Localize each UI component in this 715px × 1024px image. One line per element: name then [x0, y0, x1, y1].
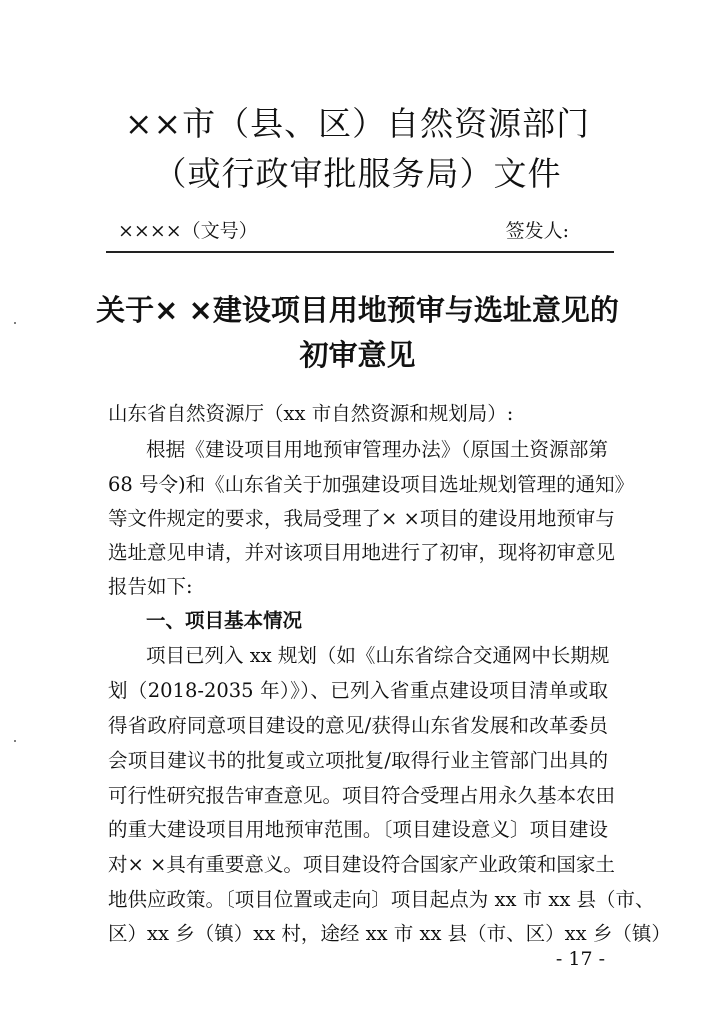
- body-line: 会项目建议书的批复或立项批复/取得行业主管部门出具的: [108, 749, 608, 772]
- body-line: 地供应政策。〔项目位置或走向〕项目起点为 xx 市 xx 县（市、: [108, 888, 655, 911]
- body-line: 可行性研究报告审查意见。项目符合受理占用永久基本农田: [108, 784, 616, 807]
- body-line: 报告如下:: [108, 575, 193, 598]
- signer-label: 签发人:: [505, 220, 569, 242]
- body-line: 项目已列入 xx 规划（如《山东省综合交通网中长期规: [146, 644, 610, 667]
- scan-speck: [14, 322, 16, 324]
- body-line: 划（2018-2035 年）》）、已列入省重点建设项目清单或取: [108, 679, 608, 702]
- document-title-line-1: 关于× ×建设项目用地预审与选址意见的: [96, 293, 619, 327]
- issuer-header-line-2: （或行政审批服务局）文件: [153, 154, 562, 193]
- addressee: 山东省自然资源厅（xx 市自然资源和规划局）:: [108, 402, 514, 425]
- body-line: 得省政府同意项目建设的意见/获得山东省发展和改革委员: [108, 714, 608, 737]
- section-heading: 一、项目基本情况: [146, 609, 303, 632]
- header-divider: [106, 251, 614, 253]
- body-line: 对× ×具有重要意义。项目建设符合国家产业政策和国家土: [108, 853, 615, 876]
- document-title-line-2: 初审意见: [299, 338, 416, 372]
- issuer-header-line-1: ××市（县、区）自然资源部门: [124, 104, 591, 143]
- body-line: 根据《建设项目用地预审管理办法》（原国土资源部第: [146, 438, 608, 461]
- document-number: ××××（文号）: [118, 220, 258, 242]
- body-line: 等文件规定的要求，我局受理了× ×项目的建设用地预审与: [108, 507, 615, 530]
- body-line: 选址意见申请，并对该项目用地进行了初审，现将初审意见: [108, 541, 616, 564]
- body-line: 68 号令)和《山东省关于加强建设项目选址规划管理的通知》: [108, 473, 635, 496]
- body-line: 的重大建设项目用地预审范围。〔项目建设意义〕项目建设: [108, 818, 608, 841]
- scan-speck: [14, 740, 16, 742]
- document-meta: [108, 216, 607, 246]
- body-line: 区）xx 乡（镇）xx 村，途经 xx 市 xx 县（市、区）xx 乡（镇）: [108, 922, 671, 945]
- page-number: - 17 -: [555, 948, 605, 970]
